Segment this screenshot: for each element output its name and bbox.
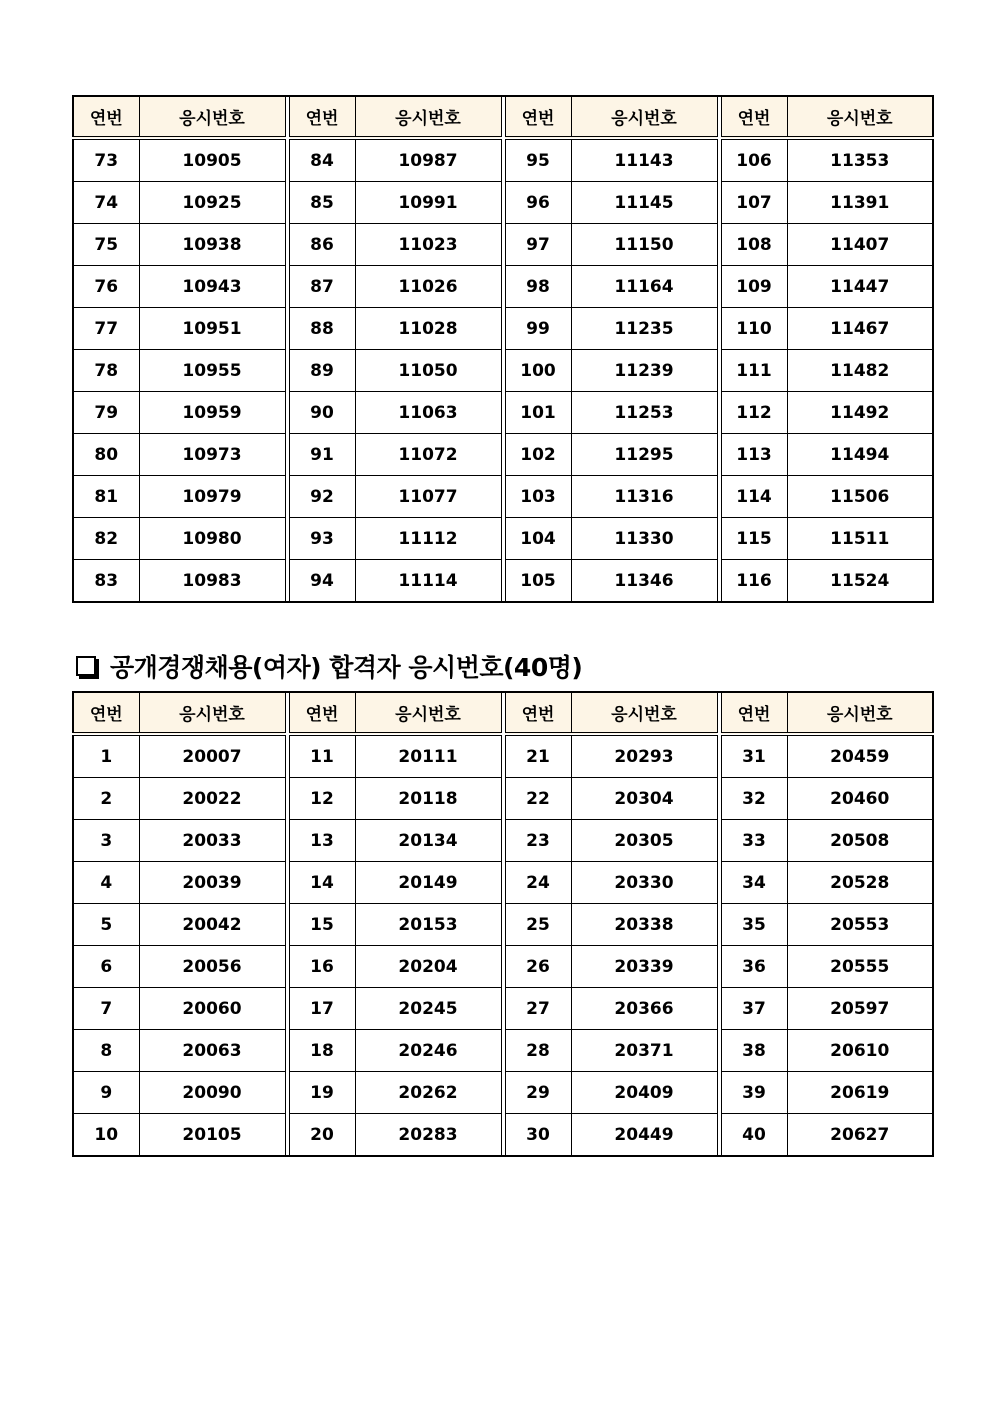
serial-cell: 10 [73, 1114, 139, 1157]
serial-cell: 11 [289, 734, 355, 778]
table-row [73, 350, 933, 392]
header-serial: 연번 [721, 96, 787, 138]
serial-cell: 114 [721, 476, 787, 518]
exam-number-cell: 20528 [787, 862, 933, 904]
exam-number-cell: 11023 [355, 224, 501, 266]
serial-cell: 7 [73, 988, 139, 1030]
serial-cell: 23 [505, 820, 571, 862]
serial-cell: 38 [721, 1030, 787, 1072]
exam-number-cell: 20619 [787, 1072, 933, 1114]
serial-cell: 25 [505, 904, 571, 946]
serial-cell: 87 [289, 266, 355, 308]
serial-cell: 116 [721, 560, 787, 603]
header-serial: 연번 [289, 96, 355, 138]
table-row [73, 904, 933, 946]
serial-cell: 22 [505, 778, 571, 820]
header-exam-number: 응시번호 [571, 96, 717, 138]
exam-number-cell: 11482 [787, 350, 933, 392]
serial-cell: 88 [289, 308, 355, 350]
results-table-2 [72, 691, 934, 1157]
exam-number-cell: 10979 [139, 476, 285, 518]
exam-number-cell: 20449 [571, 1114, 717, 1157]
serial-cell: 37 [721, 988, 787, 1030]
exam-number-cell: 20339 [571, 946, 717, 988]
exam-number-cell: 20022 [139, 778, 285, 820]
exam-number-cell: 20627 [787, 1114, 933, 1157]
exam-number-cell: 10983 [139, 560, 285, 603]
serial-cell: 32 [721, 778, 787, 820]
exam-number-cell: 20007 [139, 734, 285, 778]
exam-number-cell: 20063 [139, 1030, 285, 1072]
exam-number-cell: 20283 [355, 1114, 501, 1157]
header-serial: 연번 [721, 692, 787, 734]
table-row [73, 862, 933, 904]
serial-cell: 104 [505, 518, 571, 560]
serial-cell: 81 [73, 476, 139, 518]
exam-number-cell: 11063 [355, 392, 501, 434]
serial-cell: 82 [73, 518, 139, 560]
section-title-text: 공개경쟁채용(여자) 합격자 응시번호(40명) [110, 653, 583, 682]
exam-number-cell: 20597 [787, 988, 933, 1030]
serial-cell: 73 [73, 138, 139, 182]
exam-number-cell: 20039 [139, 862, 285, 904]
exam-number-cell: 20033 [139, 820, 285, 862]
header-serial: 연번 [505, 96, 571, 138]
exam-number-cell: 11391 [787, 182, 933, 224]
exam-number-cell: 20149 [355, 862, 501, 904]
exam-number-cell: 20105 [139, 1114, 285, 1157]
header-exam-number: 응시번호 [355, 96, 501, 138]
serial-cell: 21 [505, 734, 571, 778]
exam-number-cell: 11494 [787, 434, 933, 476]
table-row [73, 988, 933, 1030]
serial-cell: 36 [721, 946, 787, 988]
exam-number-cell: 20304 [571, 778, 717, 820]
serial-cell: 74 [73, 182, 139, 224]
exam-number-cell: 11028 [355, 308, 501, 350]
exam-number-cell: 10951 [139, 308, 285, 350]
table-row [73, 946, 933, 988]
serial-cell: 90 [289, 392, 355, 434]
exam-number-cell: 10991 [355, 182, 501, 224]
serial-cell: 17 [289, 988, 355, 1030]
exam-number-cell: 20153 [355, 904, 501, 946]
serial-cell: 100 [505, 350, 571, 392]
exam-number-cell: 11467 [787, 308, 933, 350]
header-exam-number: 응시번호 [355, 692, 501, 734]
serial-cell: 113 [721, 434, 787, 476]
table-row [73, 138, 933, 182]
header-serial: 연번 [505, 692, 571, 734]
exam-number-cell: 20042 [139, 904, 285, 946]
serial-cell: 5 [73, 904, 139, 946]
serial-cell: 96 [505, 182, 571, 224]
serial-cell: 31 [721, 734, 787, 778]
table-row [73, 1030, 933, 1072]
exam-number-cell: 20118 [355, 778, 501, 820]
exam-number-cell: 11150 [571, 224, 717, 266]
exam-number-cell: 11316 [571, 476, 717, 518]
header-serial: 연번 [289, 692, 355, 734]
exam-number-cell: 11506 [787, 476, 933, 518]
table-body [73, 734, 933, 1156]
exam-number-cell: 20555 [787, 946, 933, 988]
serial-cell: 24 [505, 862, 571, 904]
exam-number-cell: 11524 [787, 560, 933, 603]
table-row [73, 224, 933, 266]
serial-cell: 92 [289, 476, 355, 518]
exam-number-cell: 11114 [355, 560, 501, 603]
serial-cell: 102 [505, 434, 571, 476]
table-header-row [73, 692, 933, 734]
exam-number-cell: 11026 [355, 266, 501, 308]
serial-cell: 84 [289, 138, 355, 182]
exam-number-cell: 10959 [139, 392, 285, 434]
exam-number-cell: 11447 [787, 266, 933, 308]
exam-number-cell: 20111 [355, 734, 501, 778]
serial-cell: 99 [505, 308, 571, 350]
table-row [73, 182, 933, 224]
exam-number-cell: 20553 [787, 904, 933, 946]
header-serial: 연번 [73, 692, 139, 734]
serial-cell: 112 [721, 392, 787, 434]
serial-cell: 80 [73, 434, 139, 476]
exam-number-cell: 20508 [787, 820, 933, 862]
serial-cell: 3 [73, 820, 139, 862]
exam-number-cell: 10987 [355, 138, 501, 182]
serial-cell: 77 [73, 308, 139, 350]
exam-number-cell: 20246 [355, 1030, 501, 1072]
exam-number-cell: 20060 [139, 988, 285, 1030]
table-row [73, 476, 933, 518]
header-exam-number: 응시번호 [571, 692, 717, 734]
serial-cell: 20 [289, 1114, 355, 1157]
serial-cell: 19 [289, 1072, 355, 1114]
serial-cell: 95 [505, 138, 571, 182]
results-table-1 [72, 95, 934, 603]
header-exam-number: 응시번호 [139, 96, 285, 138]
serial-cell: 39 [721, 1072, 787, 1114]
exam-number-cell: 20204 [355, 946, 501, 988]
serial-cell: 78 [73, 350, 139, 392]
serial-cell: 6 [73, 946, 139, 988]
exam-number-cell: 11330 [571, 518, 717, 560]
exam-number-cell: 11492 [787, 392, 933, 434]
exam-number-cell: 20134 [355, 820, 501, 862]
serial-cell: 26 [505, 946, 571, 988]
table-row [73, 518, 933, 560]
exam-number-cell: 10938 [139, 224, 285, 266]
serial-cell: 109 [721, 266, 787, 308]
serial-cell: 103 [505, 476, 571, 518]
table-row [73, 1114, 933, 1157]
table-row [73, 1072, 933, 1114]
serial-cell: 86 [289, 224, 355, 266]
serial-cell: 105 [505, 560, 571, 603]
serial-cell: 83 [73, 560, 139, 603]
exam-number-cell: 20262 [355, 1072, 501, 1114]
serial-cell: 111 [721, 350, 787, 392]
table-row [73, 434, 933, 476]
serial-cell: 106 [721, 138, 787, 182]
section-title-female [74, 649, 582, 683]
table-row [73, 820, 933, 862]
checkbox-square-icon [76, 656, 96, 676]
header-exam-number: 응시번호 [139, 692, 285, 734]
serial-cell: 110 [721, 308, 787, 350]
exam-number-cell: 11407 [787, 224, 933, 266]
serial-cell: 94 [289, 560, 355, 603]
serial-cell: 98 [505, 266, 571, 308]
header-serial: 연번 [73, 96, 139, 138]
serial-cell: 115 [721, 518, 787, 560]
exam-number-cell: 11050 [355, 350, 501, 392]
exam-number-cell: 11164 [571, 266, 717, 308]
exam-number-cell: 20409 [571, 1072, 717, 1114]
serial-cell: 30 [505, 1114, 571, 1157]
table-row [73, 392, 933, 434]
serial-cell: 8 [73, 1030, 139, 1072]
serial-cell: 2 [73, 778, 139, 820]
exam-number-cell: 11511 [787, 518, 933, 560]
exam-number-cell: 10973 [139, 434, 285, 476]
serial-cell: 15 [289, 904, 355, 946]
exam-number-cell: 10925 [139, 182, 285, 224]
serial-cell: 9 [73, 1072, 139, 1114]
exam-number-cell: 20330 [571, 862, 717, 904]
serial-cell: 101 [505, 392, 571, 434]
exam-number-cell: 10980 [139, 518, 285, 560]
serial-cell: 79 [73, 392, 139, 434]
serial-cell: 33 [721, 820, 787, 862]
exam-number-cell: 10955 [139, 350, 285, 392]
exam-number-cell: 11077 [355, 476, 501, 518]
serial-cell: 12 [289, 778, 355, 820]
table-body [73, 138, 933, 602]
table-row [73, 308, 933, 350]
serial-cell: 27 [505, 988, 571, 1030]
exam-number-cell: 11112 [355, 518, 501, 560]
table-row [73, 734, 933, 778]
serial-cell: 34 [721, 862, 787, 904]
serial-cell: 93 [289, 518, 355, 560]
exam-number-cell: 20460 [787, 778, 933, 820]
serial-cell: 40 [721, 1114, 787, 1157]
exam-number-cell: 20293 [571, 734, 717, 778]
exam-number-cell: 10905 [139, 138, 285, 182]
header-exam-number: 응시번호 [787, 96, 933, 138]
table-row [73, 778, 933, 820]
exam-number-cell: 11253 [571, 392, 717, 434]
table-row [73, 266, 933, 308]
header-exam-number: 응시번호 [787, 692, 933, 734]
exam-number-cell: 20090 [139, 1072, 285, 1114]
serial-cell: 18 [289, 1030, 355, 1072]
serial-cell: 16 [289, 946, 355, 988]
exam-number-cell: 11145 [571, 182, 717, 224]
exam-number-cell: 20056 [139, 946, 285, 988]
exam-number-cell: 11072 [355, 434, 501, 476]
exam-number-cell: 10943 [139, 266, 285, 308]
serial-cell: 97 [505, 224, 571, 266]
serial-cell: 4 [73, 862, 139, 904]
exam-number-cell: 20245 [355, 988, 501, 1030]
exam-number-cell: 11346 [571, 560, 717, 603]
exam-number-cell: 11353 [787, 138, 933, 182]
serial-cell: 108 [721, 224, 787, 266]
exam-number-cell: 20459 [787, 734, 933, 778]
exam-number-cell: 11235 [571, 308, 717, 350]
exam-number-cell: 20305 [571, 820, 717, 862]
serial-cell: 75 [73, 224, 139, 266]
exam-number-cell: 11143 [571, 138, 717, 182]
exam-number-cell: 11295 [571, 434, 717, 476]
exam-number-cell: 20366 [571, 988, 717, 1030]
serial-cell: 35 [721, 904, 787, 946]
serial-cell: 91 [289, 434, 355, 476]
exam-number-cell: 11239 [571, 350, 717, 392]
table-header-row [73, 96, 933, 138]
table-row [73, 560, 933, 603]
serial-cell: 89 [289, 350, 355, 392]
serial-cell: 29 [505, 1072, 571, 1114]
exam-number-cell: 20338 [571, 904, 717, 946]
serial-cell: 85 [289, 182, 355, 224]
exam-number-cell: 20371 [571, 1030, 717, 1072]
serial-cell: 14 [289, 862, 355, 904]
serial-cell: 1 [73, 734, 139, 778]
serial-cell: 107 [721, 182, 787, 224]
serial-cell: 13 [289, 820, 355, 862]
exam-number-cell: 20610 [787, 1030, 933, 1072]
serial-cell: 28 [505, 1030, 571, 1072]
serial-cell: 76 [73, 266, 139, 308]
